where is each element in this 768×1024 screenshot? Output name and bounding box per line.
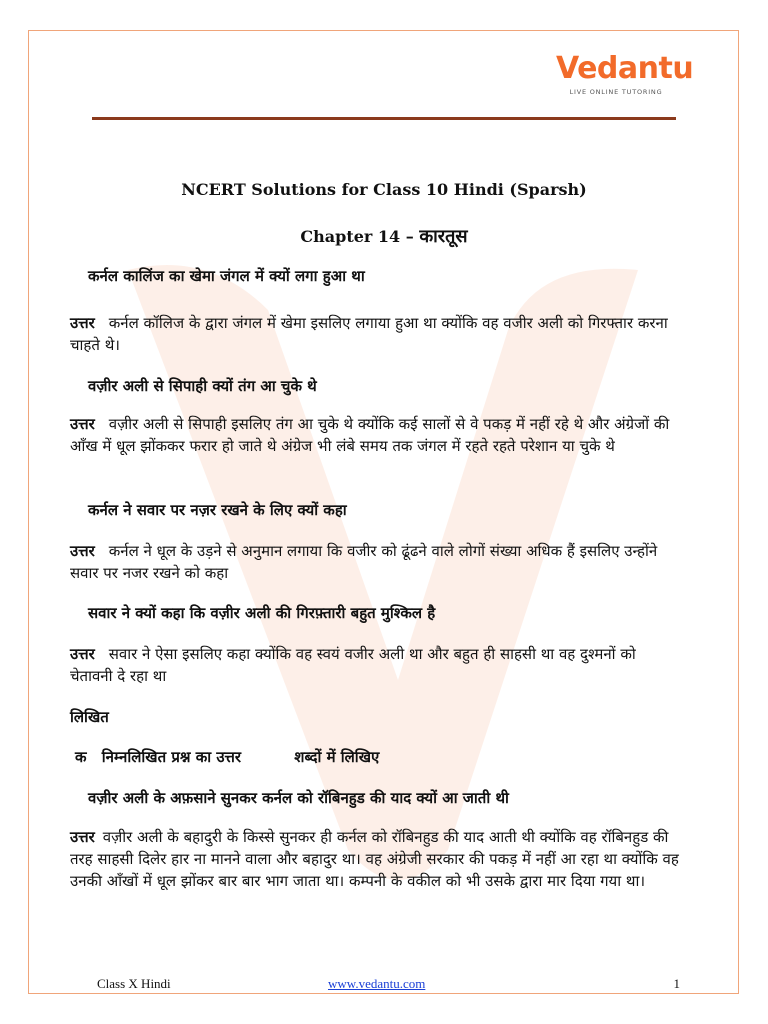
section-ka-label: क <box>75 748 87 766</box>
vedantu-logo <box>556 51 694 96</box>
answer-label: उत्तर <box>70 645 95 663</box>
question-4: सवार ने क्यों कहा कि वज़ीर अली की गिरफ़्तारी बहुत मुश्किल है <box>88 604 436 622</box>
question-1: कर्नल कालिंज का खेमा जंगल में क्यों लगा हुआ था <box>88 267 365 285</box>
header-rule <box>92 117 676 120</box>
footer-website-link[interactable]: www.vedantu.com <box>328 976 426 991</box>
answer-label: उत्तर <box>70 828 95 846</box>
question-3: कर्नल ने सवार पर नज़र रखने के लिए क्यों कहा <box>88 501 347 519</box>
section-ka-text-start: निम्नलिखित प्रश्न का उत्तर <box>101 748 242 766</box>
page-number: 1 <box>673 976 680 991</box>
section-ka-text-end: शब्दों में लिखिए <box>294 748 380 766</box>
chapter-prefix: Chapter 14 – <box>300 227 420 246</box>
answer-1 <box>70 312 680 356</box>
answer-label: उत्तर <box>70 542 95 560</box>
answer-3 <box>70 540 680 584</box>
chapter-name: कारतूस <box>419 226 468 247</box>
section-ka-instruction <box>75 746 685 768</box>
question-2: वज़ीर अली से सिपाही क्यों तंग आ चुके थे <box>88 377 317 395</box>
page-title: NCERT Solutions for Class 10 Hindi (Sparsh) <box>181 180 587 199</box>
answer-label: उत्तर <box>70 415 95 433</box>
answer-text: वज़ीर अली से सिपाही इसलिए तंग आ चुके थे क्योंकि कई सालों से वे पकड़ में नहीं रहे थे और अंग्रेजों की आँख में धूल झोंककर फरार हो जाते थे अंग्रेज भी लंबे समय तक जंगल में रहते रहते परेशान या चुके थे <box>70 415 670 455</box>
question-5: वज़ीर अली के अफ़साने सुनकर कर्नल को रॉबिनहुड की याद क्यों आ जाती थी <box>88 789 509 807</box>
answer-4 <box>70 643 680 687</box>
footer-class-label: Class X Hindi <box>97 976 171 991</box>
chapter-heading <box>0 224 768 248</box>
written-heading: लिखित <box>70 708 109 726</box>
answer-2 <box>70 413 680 457</box>
answer-text: कर्नल कॉलिज के द्वारा जंगल में खेमा इसलिए लगाया हुआ था क्योंकि वह वजीर अली को गिरफ्तार करना चाहते थे। <box>70 314 668 354</box>
logo-wordmark: Vedantu <box>556 51 694 86</box>
answer-text: सवार ने ऐसा इसलिए कहा क्योंकि वह स्वयं वजीर अली था और बहुत ही साहसी था वह दुश्मनों को चेतावनी दे रहा था <box>70 645 636 685</box>
logo-tagline: LIVE ONLINE TUTORING <box>569 88 663 96</box>
answer-label: उत्तर <box>70 314 95 332</box>
answer-5 <box>70 826 680 892</box>
answer-text: कर्नल ने धूल के उड़ने से अनुमान लगाया कि वजीर को ढूंढने वाले लोगों संख्या अधिक हैं इसलिए उन्होंने सवार पर नजर रखने को कहा <box>70 542 658 582</box>
answer-text: वज़ीर अली के बहादुरी के किस्से सुनकर ही कर्नल को रॉबिनहुड की याद आती थी क्योंकि वह रॉबिनहुड की तरह साहसी दिलेर हार ना मानने वाला और बहादुर था। वह अंग्रेजी सरकार की पकड़ में नहीं आ रहा था क्योंकि वह उनकी आँखों में धूल झोंकर बार बार भाग जाता था। कम्पनी के वकील को भी उसके द्वारा मार दिया गया था। <box>70 828 679 890</box>
